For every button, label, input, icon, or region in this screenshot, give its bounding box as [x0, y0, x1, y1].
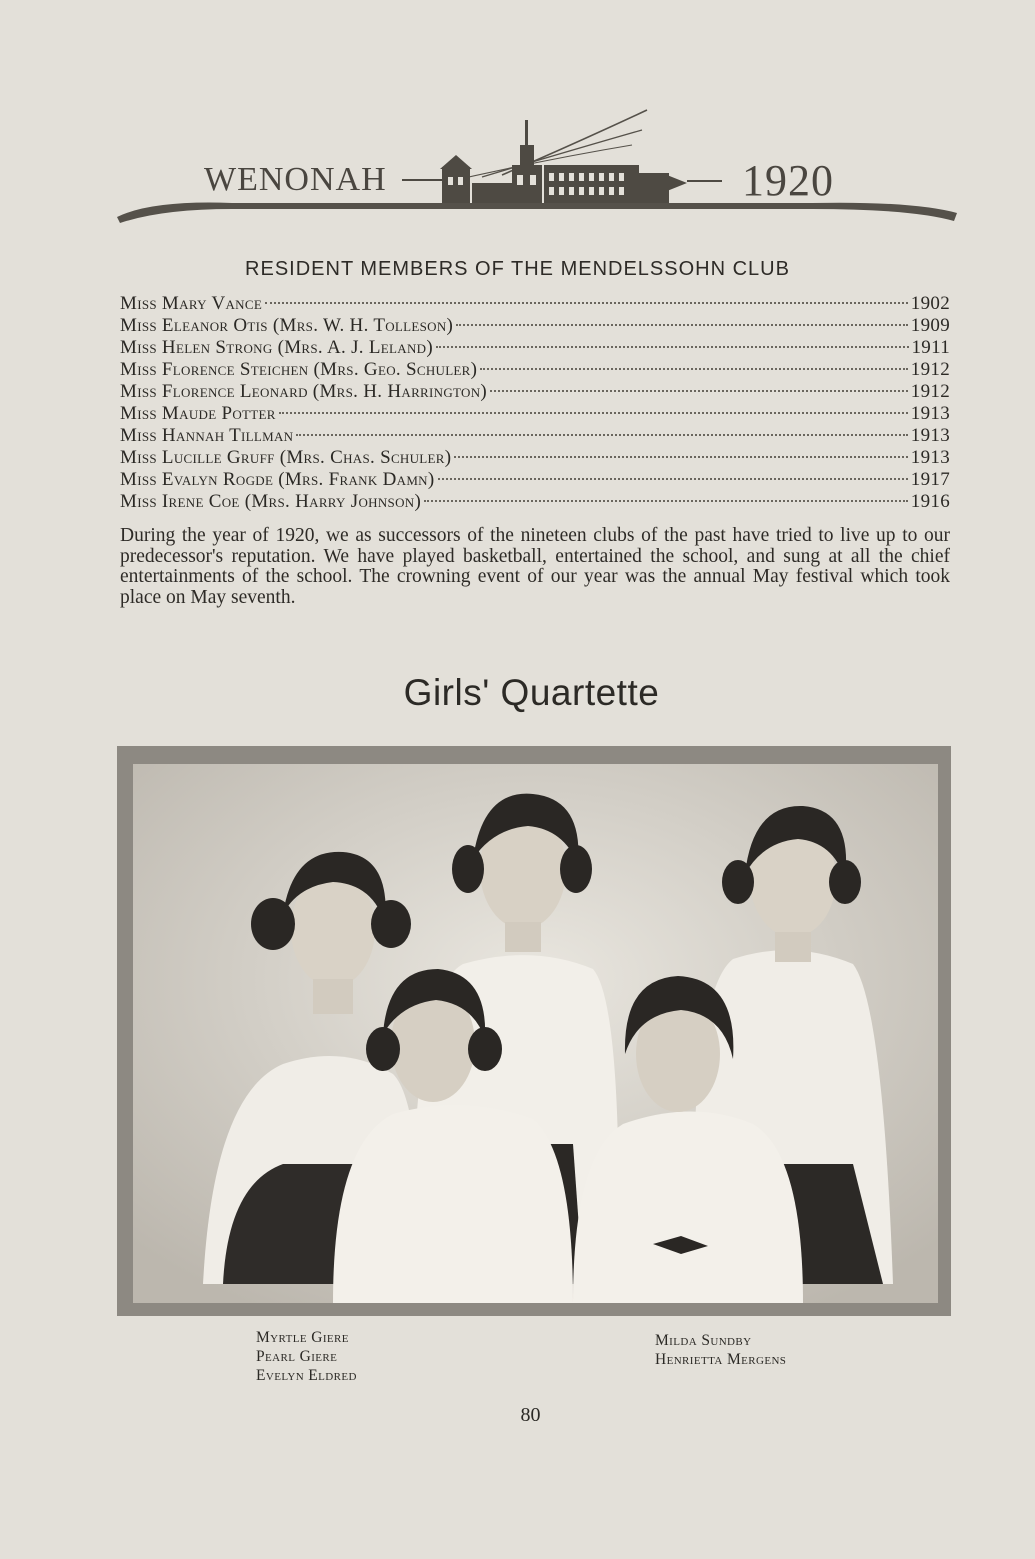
caption-left — [256, 1328, 357, 1385]
photo-frame — [117, 746, 951, 1316]
dot-leader — [454, 455, 907, 458]
member-row — [120, 359, 950, 381]
member-name: Miss Hannah Tillman — [120, 425, 294, 446]
member-year: 1913 — [910, 447, 950, 468]
member-row — [120, 425, 950, 447]
dot-leader — [480, 367, 908, 370]
member-year: 1916 — [910, 491, 950, 512]
caption-name: Myrtle Giere — [256, 1329, 349, 1346]
caption-name: Evelyn Eldred — [256, 1367, 357, 1384]
dot-leader — [279, 411, 908, 414]
dot-leader — [265, 301, 908, 304]
member-name: Miss Florence Steichen (Mrs. Geo. Schuler) — [120, 359, 478, 380]
member-year: 1912 — [910, 381, 950, 402]
member-year: 1913 — [910, 403, 950, 424]
member-row — [120, 315, 950, 337]
dot-leader — [436, 345, 909, 348]
header-left-text: WENONAH — [204, 161, 387, 198]
caption-name: Henrietta Mergens — [655, 1351, 787, 1368]
member-name: Miss Lucille Gruff (Mrs. Chas. Schuler) — [120, 447, 452, 468]
quartet-photo — [133, 764, 938, 1303]
member-row — [120, 337, 950, 359]
dot-leader — [296, 433, 907, 436]
member-year: 1902 — [910, 293, 950, 314]
members-list — [120, 293, 950, 513]
member-row — [120, 491, 950, 513]
member-year: 1913 — [910, 425, 950, 446]
caption-right — [655, 1331, 786, 1369]
caption-name: Pearl Giere — [256, 1348, 338, 1365]
member-row — [120, 403, 950, 425]
header-banner — [112, 105, 962, 225]
member-year: 1917 — [910, 469, 950, 490]
dot-leader — [424, 499, 908, 502]
quartet-photo-illustration — [133, 764, 938, 1303]
dot-leader — [456, 323, 908, 326]
member-year: 1909 — [910, 315, 950, 336]
member-name: Miss Mary Vance — [120, 293, 263, 314]
header-year: 1920 — [742, 156, 834, 205]
page-number: 80 — [520, 1404, 541, 1426]
member-year: 1911 — [911, 337, 950, 358]
member-name: Miss Helen Strong (Mrs. A. J. Leland) — [120, 337, 433, 358]
member-name: Miss Eleanor Otis (Mrs. W. H. Tolleson) — [120, 315, 454, 336]
member-row — [120, 469, 950, 491]
member-row — [120, 381, 950, 403]
member-name: Miss Maude Potter — [120, 403, 276, 424]
member-row — [120, 447, 950, 469]
member-row — [120, 293, 950, 315]
dot-leader — [490, 389, 908, 392]
quartet-title: Girls' Quartette — [403, 672, 660, 713]
member-name: Miss Florence Leonard (Mrs. H. Harrington) — [120, 381, 488, 402]
section-title: RESIDENT MEMBERS OF THE MENDELSSOHN CLUB — [245, 258, 790, 280]
member-name: Miss Evalyn Rogde (Mrs. Frank Damn) — [120, 469, 435, 490]
member-year: 1912 — [910, 359, 950, 380]
member-name: Miss Irene Coe (Mrs. Harry Johnson) — [120, 491, 422, 512]
club-description: During the year of 1920, we as successors of the nineteen clubs of the past have tried to live up to our predecessor's reputation. We have played basketball, entertained the school, and sung at all the chief entertainments of the school. The crowning event of our year was the annual May festival which took place on May seventh. — [120, 525, 950, 608]
caption-name: Milda Sundby — [655, 1332, 752, 1349]
dot-leader — [438, 477, 908, 480]
